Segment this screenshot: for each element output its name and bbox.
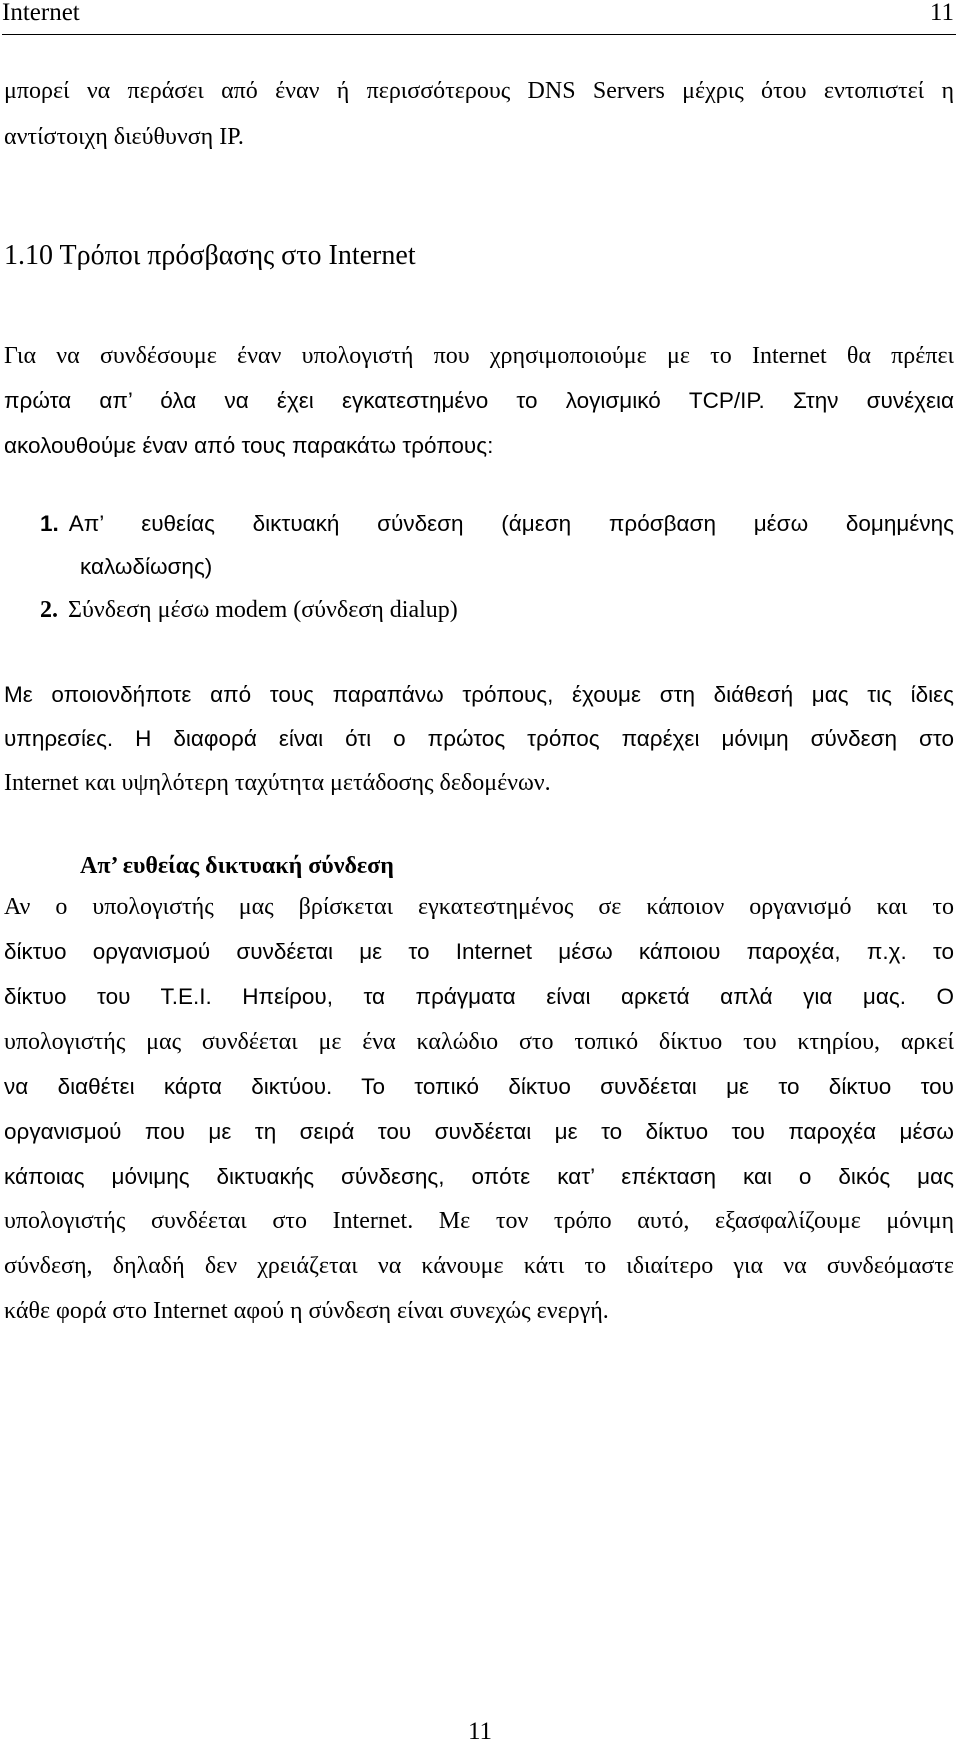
list-item-1 <box>40 509 954 539</box>
paragraph-2-line-1: Με οποιονδήποτε από τους παραπάνω τρόπους, έχουμε στη διάθεσή μας τις ίδιες <box>4 682 954 707</box>
paragraph-1-line-3: ακολουθούμε έναν από τους παρακάτω τρόπους: <box>4 433 494 458</box>
direct-paragraph-line-8: υπολογιστής συνδέεται στο Internet. Με τον τρόπο αυτό, εξασφαλίζουμε μόνιμη <box>4 1208 954 1234</box>
direct-paragraph-line-7: κάποιας μόνιμης δικτυακής σύνδεσης, οπότε κατ’ επέκταση και ο δικός μας <box>4 1164 954 1189</box>
intro-line-2: αντίστοιχη διεύθυνση IP. <box>4 124 244 150</box>
direct-paragraph-line-9: σύνδεση, δηλαδή δεν χρειάζεται να κάνουμε κάτι το ιδιαίτερο για να συνδεόμαστε <box>4 1253 954 1279</box>
footer-page-number: 11 <box>467 1718 493 1745</box>
list-item-text: Απ’ ευθείας δικτυακή σύνδεση (άμεση πρόσβαση μέσω δομημένης <box>68 511 954 536</box>
list-item-1-continuation: καλωδίωσης) <box>80 554 213 579</box>
section-heading: 1.10 Τρόποι πρόσβασης στο Internet <box>4 240 416 271</box>
subsection-heading: Απ’ ευθείας δικτυακή σύνδεση <box>80 853 394 879</box>
running-header <box>2 0 956 35</box>
paragraph-2-line-3: Internet και υψηλότερη ταχύτητα μετάδοσης δεδομένων. <box>4 770 551 796</box>
paragraph-1-line-2: πρώτα απ’ όλα να έχει εγκατεστημένο το λογισμικό TCP/IP. Στην συνέχεια <box>4 388 954 413</box>
list-item-number: 1. <box>40 511 59 536</box>
list-item-2 <box>40 595 458 625</box>
paragraph-2-line-2: υπηρεσίες. Η διαφορά είναι ότι ο πρώτος τρόπος παρέχει μόνιμη σύνδεση στο <box>4 726 954 751</box>
paragraph-1-line-1: Για να συνδέσουμε έναν υπολογιστή που χρησιμοποιούμε με το Internet θα πρέπει <box>4 343 954 369</box>
direct-paragraph-line-4: υπολογιστής μας συνδέεται με ένα καλώδιο στο τοπικό δίκτυο του κτηρίου, αρκεί <box>4 1029 954 1055</box>
direct-paragraph-line-2: δίκτυο οργανισμού συνδέεται με το Internet μέσω κάποιου παροχέα, π.χ. το <box>4 939 954 964</box>
direct-paragraph-line-5: να διαθέτει κάρτα δικτύου. Το τοπικό δίκτυο συνδέεται με το δίκτυο του <box>4 1074 954 1099</box>
list-item-text: Σύνδεση μέσω modem (σύνδεση dialup) <box>68 597 458 623</box>
intro-line-1: μπορεί να περάσει από έναν ή περισσότερους DNS Servers μέχρις ότου εντοπιστεί η <box>4 78 954 104</box>
list-item-number: 2. <box>40 597 58 623</box>
header-title: Internet <box>2 0 80 26</box>
direct-paragraph-line-6: οργανισμού που με τη σειρά του συνδέεται με το δίκτυο του παροχέα μέσω <box>4 1119 954 1144</box>
direct-paragraph-line-1: Αν ο υπολογιστής μας βρίσκεται εγκατεστημένος σε κάποιον οργανισμό και το <box>4 894 954 920</box>
direct-paragraph-line-3: δίκτυο του Τ.Ε.Ι. Ηπείρου, τα πράγματα είναι αρκετά απλά για μας. Ο <box>4 984 954 1009</box>
header-page-number: 11 <box>929 0 954 26</box>
direct-paragraph-line-10: κάθε φορά στο Internet αφού η σύνδεση είναι συνεχώς ενεργή. <box>4 1298 609 1324</box>
